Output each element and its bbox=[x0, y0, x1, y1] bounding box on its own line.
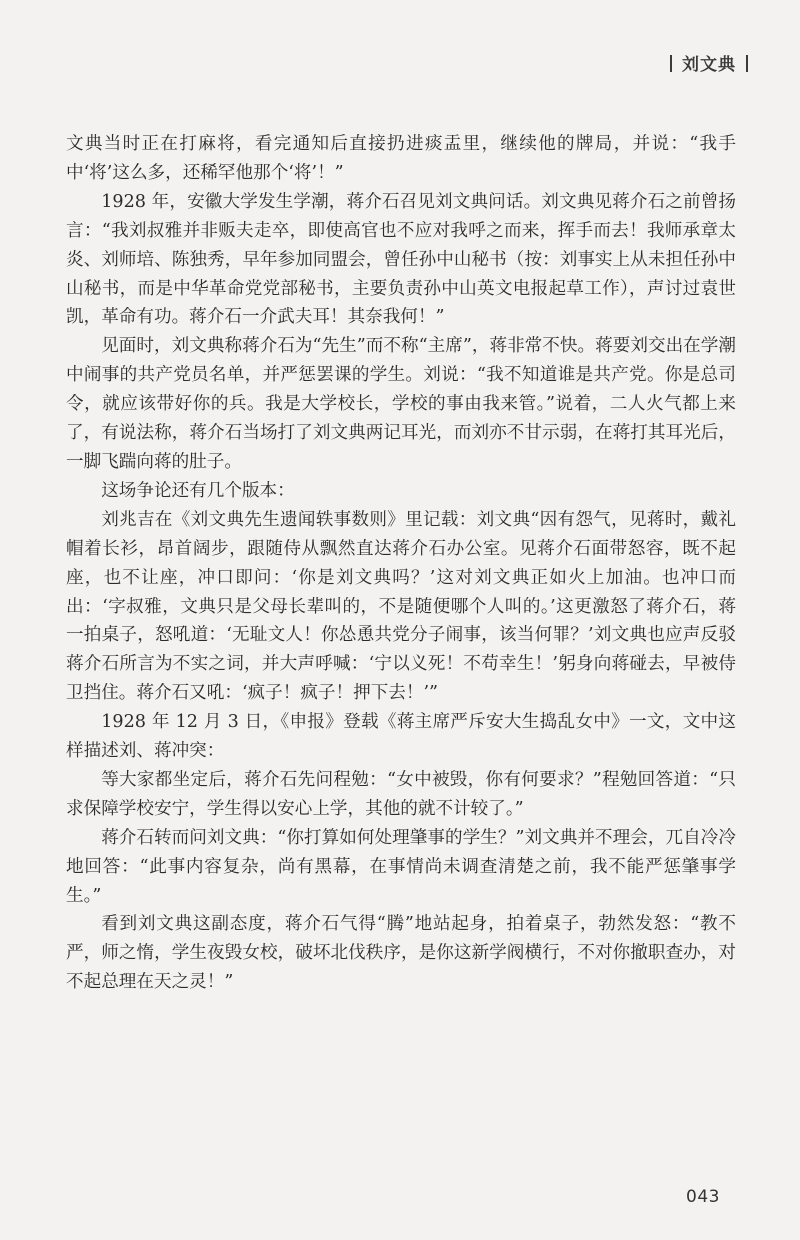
paragraph: 1928 年 12 月 3 日，《申报》登载《蒋主席严斥安大生捣乱女中》一文，文中这样描述刘、蒋冲突： bbox=[66, 712, 736, 762]
quoted-paragraph: 看到刘文典这副态度，蒋介石气得“腾”地站起身，拍着桌子，勃然发怒：“教不严，师之惰，学生夜毁女校，破坏北伐秩序，是你这新学阀横行，不对你撤职查办，对不起总理在天之灵！” bbox=[66, 914, 736, 993]
paragraph: 刘兆吉在《刘文典先生遗闻轶事数则》里记载：刘文典“因有怨气，见蒋时，戴礼帽着长衫，昂首阔步，跟随侍从飘然直达蒋介石办公室。见蒋介石面带怒容，既不起座，也不让座，冲口即问：‘你是刘文典吗？’这对刘文典正如火上加油。也冲口而出：‘字叔雅，文典只是父母长辈叫的，不是随便哪个人叫的。’这更激怒了蒋介石，蒋一拍桌子，怒吼道：‘无耻文人！你怂恿共党分子闹事，该当何罪？’刘文典也应声反驳蒋介石所言为不实之词，并大声呼喊：‘宁以义死！不苟幸生！’躬身向蒋碰去，早被侍卫挡住。蒋介石又吼：‘疯子！疯子！押下去！’” bbox=[66, 509, 736, 704]
chapter-title: 刘文典 bbox=[682, 55, 736, 75]
body-text bbox=[66, 130, 736, 997]
paragraph: 1928 年，安徽大学发生学潮，蒋介石召见刘文典问话。刘文典见蒋介石之前曾扬言：“我刘叔雅并非贩夫走卒，即使高官也不应对我呼之而来，挥手而去！我师承章太炎、刘师培、陈独秀，早年参加同盟会，曾任孙中山秘书（按：刘事实上从未担任孙中山秘书，而是中华革命党党部秘书，主要负责孙中山英文电报起草工作），声讨过袁世凯，革命有功。蒋介石一介武夫耳！其奈我何！” bbox=[66, 191, 736, 328]
paragraph: 见面时，刘文典称蒋介石为“先生”而不称“主席”，蒋非常不快。蒋要刘交出在学潮中闹事的共产党员名单，并严惩罢课的学生。刘说：“我不知道谁是共产党。你是总司令，就应该带好你的兵。我是大学校长，学校的事由我来管。”说着，二人火气都上来了，有说法称，蒋介石当场打了刘文典两记耳光，而刘亦不甘示弱，在蒋打其耳光后，一脚飞踹向蒋的肚子。 bbox=[66, 336, 736, 472]
header-divider-left bbox=[670, 55, 672, 72]
quoted-paragraph: 蒋介石转而问刘文典：“你打算如何处理肇事的学生？”刘文典并不理会，兀自冷冷地回答：“此事内容复杂，尚有黑幕，在事情尚未调查清楚之前，我不能严惩肇事学生。” bbox=[66, 827, 736, 906]
header-divider-right bbox=[746, 55, 748, 72]
quoted-paragraph: 等大家都坐定后，蒋介石先问程勉：“女中被毁，你有何要求？”程勉回答道：“只求保障学校安宁，学生得以安心上学，其他的就不计较了。” bbox=[66, 769, 736, 819]
paragraph: 文典当时正在打麻将，看完通知后直接扔进痰盂里，继续他的牌局，并说：“我手中‘将’这么多，还稀罕他那个‘将’！” bbox=[66, 134, 736, 183]
running-header bbox=[660, 50, 758, 75]
page-number: 043 bbox=[686, 1187, 720, 1207]
paragraph: 这场争论还有几个版本： bbox=[101, 480, 295, 501]
